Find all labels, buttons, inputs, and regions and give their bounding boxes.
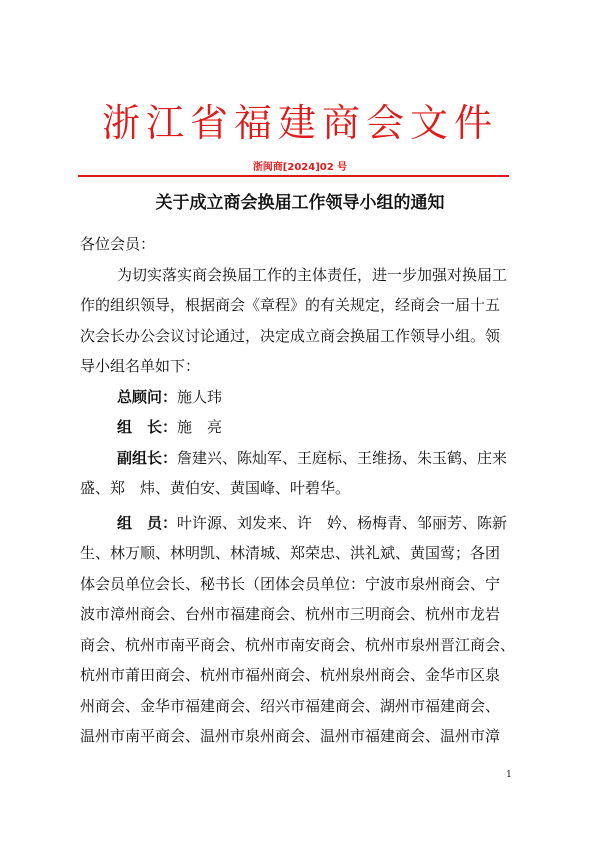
intro-line: 为切实落实商会换届工作的主体责任，进一步加强对换届工	[117, 265, 508, 284]
salutation: 各位会员：	[80, 235, 156, 253]
deputy-line: 盛、郑 炜、黄伯安、黄国峰、叶碧华。	[80, 479, 351, 497]
member-line: 温州市南平商会、温州市泉州商会、温州市福建商会、温州市漳	[80, 727, 501, 745]
document-number: 浙闽商[2024]02 号	[252, 162, 348, 173]
advisor-value: 施人玮	[177, 387, 223, 406]
member-row	[80, 508, 512, 539]
leader-value: 施 亮	[177, 418, 223, 436]
page-number: 1	[506, 770, 512, 780]
member-label: 组 员：	[117, 513, 178, 532]
member-line: 杭州市莆田商会、杭州市福州商会、杭州泉州商会、金华市区泉	[80, 666, 501, 684]
header-divider	[78, 175, 509, 177]
advisor-row	[80, 382, 512, 413]
org-header-title: 浙江省福建商会文件	[101, 101, 498, 145]
deputy-label: 副组长：	[117, 448, 178, 467]
deputy-line: 詹建兴、陈灿军、王庭标、王维扬、朱玉鹤、庄来	[177, 448, 508, 467]
advisor-label: 总顾问：	[117, 387, 178, 406]
leader-row	[80, 412, 512, 443]
member-line: 波市漳州商会、台州市福建商会、杭州市三明商会、杭州市龙岩	[80, 605, 501, 623]
leader-label: 组 长：	[117, 418, 178, 436]
deputy-row	[80, 443, 512, 474]
intro-line: 次会长办公会议讨论通过，决定成立商会换届工作领导小组。领	[80, 326, 501, 345]
notice-title: 关于成立商会换届工作领导小组的通知	[155, 193, 445, 213]
member-line: 体会员单位会长、秘书长（团体会员单位：宁波市泉州商会、宁	[80, 574, 501, 593]
intro-line: 导小组名单如下：	[80, 357, 201, 375]
notice-body	[80, 229, 516, 752]
member-line: 商会、杭州市南平商会、杭州市南安商会、杭州市泉州晋江商会、	[80, 635, 516, 654]
member-line: 叶许源、刘发来、许 妗、杨梅青、邹丽芳、陈新	[177, 513, 508, 532]
member-line: 生、林万顺、林明凯、林清城、郑荣忠、洪礼斌、黄国莺；各团	[80, 544, 501, 562]
intro-line: 作的组织领导，根据商会《章程》的有关规定，经商会一届十五	[80, 296, 501, 314]
member-line: 州商会、金华市福建商会、绍兴市福建商会、湖州市福建商会、	[80, 696, 501, 715]
